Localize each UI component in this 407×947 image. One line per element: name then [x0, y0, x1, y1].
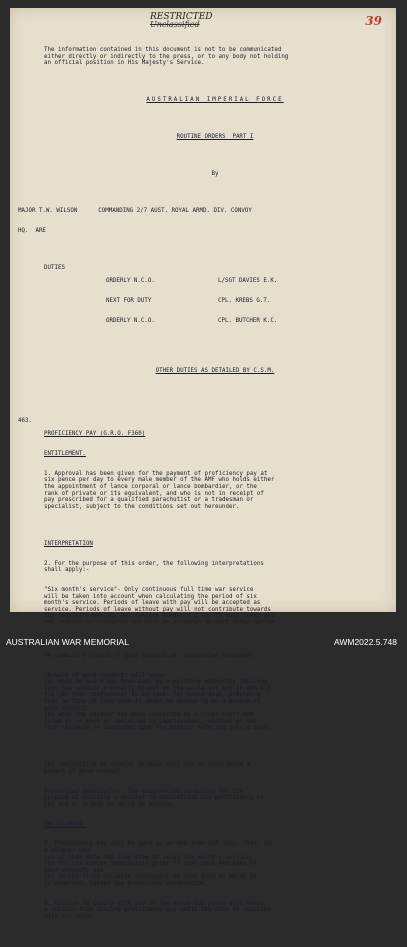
definition-breach: "Breach of good conduct" will occur- (a) when an award has been made by a military authority imposing upon the soldier a penalty higher in the scale set out in AMR & O 416 (b) than confinement to barracks for seven days, providing that no fine of less than £1 shall be deemed to be a breach of good conduct. (b) when the soldier has been convicted by a civil court and fined £5 or more or sentenced to imprisonment, whether or not such sentence is suspended upon the soldier entering into a bond. — [44, 672, 271, 732]
order-463 — [18, 411, 386, 933]
duties-row — [44, 265, 386, 338]
paragraph-4: 4. Failure to comply with any of the above sub paras will debar a soldier from drawing proficiency pay until the date he complies with all three. — [44, 900, 271, 920]
archive-footer — [0, 623, 407, 653]
duty-role: ORDERLY N.C.O. — [106, 278, 155, 285]
paragraph-vd: The contraction of veneral disease will not be considered a breach of good conduct. — [44, 762, 250, 775]
definition-examination: Prescribed examination. The examination conducted for the purpose of enabling a soldier to demonstrate his proficiency in the arm or branch to which he belongs. — [44, 788, 264, 808]
interpretation-heading: INTERPRETATION — [44, 540, 93, 547]
security-notice: The information contained in this document is not to be communicated either directly or indirectly to the press, or to any body not holding an official position in His Majesty's Service. — [44, 47, 289, 67]
duty-role: ORDERLY N.C.O. — [106, 317, 155, 324]
page-number: 39 — [365, 14, 382, 28]
stamp-text: RESTRICTED — [150, 12, 213, 22]
document-body — [18, 34, 386, 947]
document-heading: AUSTRALIAN IMPERIAL FORCE — [146, 97, 284, 104]
definition-six-months: "Six month's service"- Only continuous full time war service will be taken into account when calculating the period of six month's service. Periods of leave with pay will be accepted as service. Periods of leave without pay will not contribute towards the requisite period, but service rendered prior to such leave will — [44, 586, 278, 620]
paragraph-2: 2. For the purpose of this order, the following interpretations shall apply:- — [44, 560, 264, 574]
order-number: 463. — [18, 418, 32, 425]
document-subheading: ROUTINE ORDERS PART I — [176, 134, 254, 141]
duty-person: CPL. KREBS G.T. — [218, 297, 271, 304]
stamp-struck-text: Unclassified — [150, 20, 200, 29]
duties-label: DUTIES — [44, 265, 65, 271]
by-line: By — [211, 171, 219, 178]
other-duties: OTHER DUTIES AS DETAILED BY C.S.M. — [155, 367, 275, 374]
entitlement-heading-2: ENTITLEMENT. — [44, 821, 86, 828]
paragraph-1: 1. Approval has been given for the payment of proficiency pay at six pence per day to every male member of the AMF who holds either the appointment of lance corporal or lance bombardier, or the rank of private or its equivalent, and who is not in receipt of pay prescribed for a qualified parachutist or a tradesman or specialist, subject to the conditions set out hereunder. — [44, 470, 275, 510]
footer-institution: AUSTRALIAN WAR MEMORIAL — [6, 637, 129, 647]
command-line-1: MAJOR T.W. WILSON COMMANDING 2/7 AUST. ROYAL ARMD. DIV. CONVOY — [18, 208, 252, 215]
paragraph-3: 3. Proficiency pay will be paid as on and from 1st July, 1943, to a soldier who- (a) at that date had completed at least six month's service; (b) for six months immediately prior to that date had been of good conduct; and (c) on the first occasion subsequent to that date on which he is examined, passes the prescribed examination. — [44, 841, 271, 888]
entitlement-heading: ENTITLEMENT. — [44, 451, 86, 458]
order-title: PROFICIENCY PAY (G.R.O. F360) — [44, 431, 146, 438]
duty-role: NEXT FOR DUTY — [106, 297, 152, 304]
footer-reference: AWM2022.5.748 — [334, 637, 397, 647]
restricted-stamp — [150, 12, 213, 29]
duty-person: L/SGT DAVIES E.K. — [218, 278, 278, 285]
duty-person: CPL. BUTCHER K.C. — [218, 317, 278, 324]
definition-good-conduct: he commits a breach of good conduct as interpreted hereunder. — [44, 652, 257, 659]
command-line-2: HQ. ARE — [18, 228, 46, 235]
